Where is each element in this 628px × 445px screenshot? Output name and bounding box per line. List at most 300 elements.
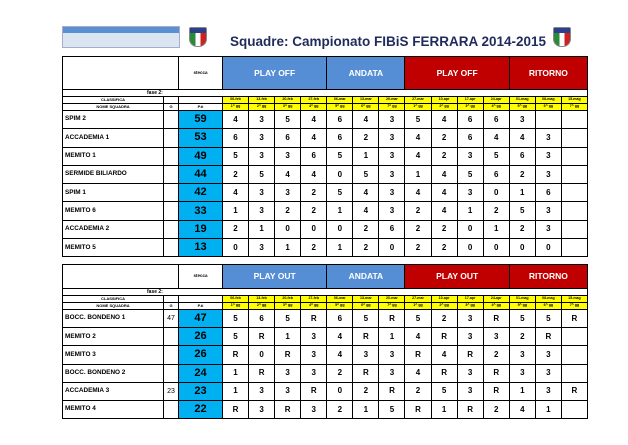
team-name: ACCADEMIA 2: [63, 220, 164, 238]
date-header: 27-mar: [405, 97, 431, 104]
match-result: 4: [483, 129, 509, 147]
match-result: 6: [483, 165, 509, 183]
date-header: 13-feb: [249, 97, 275, 104]
team-name: MEMITO 4: [63, 400, 164, 418]
giornata-header: 7^ gg: [379, 104, 405, 111]
match-result: 0: [275, 220, 301, 238]
match-result: 5: [535, 310, 561, 328]
team-points: 47: [179, 310, 223, 328]
nome-squadra-label: NOME SQUADRA: [63, 303, 164, 310]
match-result: 2: [483, 346, 509, 364]
match-result: [561, 184, 587, 202]
match-result: 3: [535, 364, 561, 382]
match-result: [561, 147, 587, 165]
match-result: 4: [431, 202, 457, 220]
match-result: 3: [275, 382, 301, 400]
match-result: 5: [353, 165, 379, 183]
match-result: 3: [457, 328, 483, 346]
match-result: R: [405, 400, 431, 418]
match-result: 2: [353, 220, 379, 238]
date-header: 13-feb: [249, 296, 275, 303]
match-result: 3: [457, 147, 483, 165]
match-result: 0: [327, 165, 353, 183]
date-header: 06-mar: [327, 296, 353, 303]
blank-cell: [164, 296, 179, 303]
match-result: 3: [509, 111, 535, 129]
team-g: [164, 165, 179, 183]
match-result: 2: [483, 202, 509, 220]
page-title: Squadre: Campionato FIBiS FERRARA 2014-2015: [230, 34, 547, 49]
match-result: [561, 346, 587, 364]
match-result: 4: [301, 129, 327, 147]
giornata-header: 1^ gg: [223, 303, 249, 310]
team-g: [164, 220, 179, 238]
match-result: 1: [431, 400, 457, 418]
stecca-label: stecca: [179, 265, 223, 289]
date-header: 20-mar: [379, 97, 405, 104]
team-row: [63, 202, 588, 220]
match-result: 3: [275, 364, 301, 382]
match-result: R: [301, 310, 327, 328]
match-result: 5: [509, 202, 535, 220]
match-result: 4: [353, 202, 379, 220]
match-result: 4: [509, 129, 535, 147]
match-result: 1: [223, 382, 249, 400]
match-result: 4: [327, 328, 353, 346]
match-result: 3: [535, 382, 561, 400]
match-result: 3: [535, 129, 561, 147]
match-result: 4: [431, 184, 457, 202]
team-points: 23: [179, 382, 223, 400]
match-result: R: [353, 364, 379, 382]
team-row: [63, 111, 588, 129]
match-result: 3: [535, 346, 561, 364]
match-result: 6: [275, 129, 301, 147]
giornata-header: 2^ gg: [249, 104, 275, 111]
match-result: 4: [405, 328, 431, 346]
match-result: 0: [483, 184, 509, 202]
team-name: ACCADEMIA 1: [63, 129, 164, 147]
match-result: R: [249, 328, 275, 346]
match-result: 0: [327, 382, 353, 400]
match-result: 5: [457, 165, 483, 183]
match-result: 6: [223, 129, 249, 147]
date-header: 01-mag: [509, 296, 535, 303]
match-result: 5: [509, 310, 535, 328]
ritorno-label: RITORNO: [509, 265, 587, 289]
match-result: 1: [223, 202, 249, 220]
match-result: 1: [249, 220, 275, 238]
team-row: [63, 147, 588, 165]
match-result: 0: [223, 239, 249, 257]
match-result: 6: [483, 111, 509, 129]
match-result: 6: [457, 129, 483, 147]
date-header: 17-apr: [457, 296, 483, 303]
shield-logo-right: [553, 27, 571, 47]
match-result: 2: [353, 129, 379, 147]
team-g: [164, 129, 179, 147]
match-result: R: [483, 310, 509, 328]
nome-squadra-label: NOME SQUADRA: [63, 104, 164, 111]
match-result: 0: [509, 239, 535, 257]
team-g: [164, 184, 179, 202]
match-result: 2: [405, 202, 431, 220]
match-result: 5: [379, 400, 405, 418]
andata-label: ANDATA: [327, 265, 405, 289]
match-result: 3: [249, 111, 275, 129]
match-result: 3: [301, 328, 327, 346]
match-result: 2: [509, 165, 535, 183]
match-result: 4: [405, 184, 431, 202]
match-result: 3: [535, 147, 561, 165]
team-row: [63, 364, 588, 382]
match-result: 2: [223, 220, 249, 238]
match-result: 2: [431, 239, 457, 257]
date-header: 13-mar: [353, 97, 379, 104]
match-result: R: [379, 382, 405, 400]
match-result: [561, 220, 587, 238]
fase-label: fase 2:: [63, 289, 588, 296]
match-result: 3: [249, 202, 275, 220]
ritorno-label: RITORNO: [509, 57, 587, 90]
match-result: 2: [509, 328, 535, 346]
match-result: [561, 165, 587, 183]
date-header: 06-feb: [223, 97, 249, 104]
match-result: 2: [223, 165, 249, 183]
match-result: R: [223, 346, 249, 364]
match-result: 3: [249, 129, 275, 147]
match-result: 3: [301, 364, 327, 382]
match-result: 2: [327, 400, 353, 418]
date-header: 13-mar: [353, 296, 379, 303]
match-result: R: [457, 400, 483, 418]
match-result: 4: [431, 165, 457, 183]
match-result: [561, 111, 587, 129]
team-points: 33: [179, 202, 223, 220]
team-points: 22: [179, 400, 223, 418]
giornata-header: 6^ gg: [535, 303, 561, 310]
match-result: 3: [379, 364, 405, 382]
match-result: 3: [379, 147, 405, 165]
match-result: 6: [327, 310, 353, 328]
match-result: R: [301, 382, 327, 400]
giornata-header: 2^ gg: [431, 303, 457, 310]
team-row: [63, 346, 588, 364]
match-result: 0: [483, 239, 509, 257]
phase-right-label: PLAY OUT: [405, 265, 509, 289]
match-result: R: [561, 382, 587, 400]
match-result: 3: [379, 346, 405, 364]
giornata-header: 4^ gg: [483, 104, 509, 111]
match-result: 3: [379, 129, 405, 147]
team-points: 53: [179, 129, 223, 147]
match-result: R: [353, 328, 379, 346]
team-points: 13: [179, 239, 223, 257]
team-g: [164, 239, 179, 257]
match-result: 3: [301, 346, 327, 364]
date-header: 27-feb: [301, 97, 327, 104]
match-result: 6: [327, 111, 353, 129]
match-result: 4: [405, 364, 431, 382]
giornata-header: 4^ gg: [301, 104, 327, 111]
match-result: 1: [379, 328, 405, 346]
giornata-header: 1^ gg: [223, 104, 249, 111]
match-result: [561, 129, 587, 147]
match-result: 0: [327, 220, 353, 238]
match-result: 5: [223, 310, 249, 328]
team-g: [164, 328, 179, 346]
match-result: 1: [275, 239, 301, 257]
match-result: R: [535, 328, 561, 346]
match-result: 4: [431, 111, 457, 129]
match-result: 4: [327, 346, 353, 364]
match-result: 3: [249, 184, 275, 202]
stecca-label: stecca: [179, 57, 223, 90]
date-header: 20-feb: [275, 97, 301, 104]
giornata-header: 2^ gg: [249, 303, 275, 310]
giornata-header: 5^ gg: [327, 303, 353, 310]
g-label: G: [164, 104, 179, 111]
giornata-header: 3^ gg: [275, 104, 301, 111]
match-result: R: [275, 346, 301, 364]
match-result: 0: [379, 239, 405, 257]
giornata-header: 3^ gg: [457, 303, 483, 310]
blank-cell: [179, 296, 223, 303]
team-name: SPIM 1: [63, 184, 164, 202]
match-result: 2: [431, 147, 457, 165]
team-row: [63, 184, 588, 202]
match-result: 5: [275, 310, 301, 328]
date-header: 20-feb: [275, 296, 301, 303]
date-header: 08-mag: [535, 296, 561, 303]
banner-blank: [63, 57, 179, 90]
giornata-header: 2^ gg: [431, 104, 457, 111]
match-result: 5: [249, 165, 275, 183]
date-header: 15-mag: [561, 97, 587, 104]
match-result: 5: [405, 111, 431, 129]
giornata-header: 4^ gg: [483, 303, 509, 310]
match-result: 2: [327, 364, 353, 382]
team-points: 49: [179, 147, 223, 165]
date-header: 20-mar: [379, 296, 405, 303]
date-header: 15-mag: [561, 296, 587, 303]
match-result: 6: [249, 310, 275, 328]
giornata-header: 1^ gg: [405, 104, 431, 111]
match-result: 4: [431, 346, 457, 364]
match-result: [561, 239, 587, 257]
match-result: 2: [509, 220, 535, 238]
match-result: 3: [535, 220, 561, 238]
team-g: [164, 147, 179, 165]
match-result: R: [249, 364, 275, 382]
team-points: 24: [179, 364, 223, 382]
team-points: 26: [179, 346, 223, 364]
match-result: 2: [431, 310, 457, 328]
match-result: 3: [275, 184, 301, 202]
g-label: G: [164, 303, 179, 310]
match-result: [561, 328, 587, 346]
match-result: 2: [405, 239, 431, 257]
giornata-header: 6^ gg: [353, 303, 379, 310]
match-result: 2: [353, 382, 379, 400]
match-result: 4: [301, 165, 327, 183]
blank-cell: [164, 97, 179, 104]
date-header: 10-apr: [431, 97, 457, 104]
giornata-header: 5^ gg: [509, 303, 535, 310]
team-row: [63, 220, 588, 238]
giornata-header: 1^ gg: [405, 303, 431, 310]
date-header: 06-feb: [223, 296, 249, 303]
date-header: 24-apr: [483, 97, 509, 104]
giornata-header: 3^ gg: [457, 104, 483, 111]
match-result: 3: [457, 364, 483, 382]
match-result: 5: [327, 147, 353, 165]
match-result: 2: [431, 129, 457, 147]
match-result: R: [483, 382, 509, 400]
team-g: [164, 111, 179, 129]
team-name: SERMIDE BILIARDO: [63, 165, 164, 183]
match-result: 2: [301, 184, 327, 202]
giornata-header: 6^ gg: [535, 104, 561, 111]
match-result: 1: [483, 220, 509, 238]
match-result: 1: [457, 202, 483, 220]
date-header: 27-mar: [405, 296, 431, 303]
team-name: MEMITO 6: [63, 202, 164, 220]
team-name: MEMITO 1: [63, 147, 164, 165]
match-result: 5: [405, 310, 431, 328]
match-result: 3: [249, 400, 275, 418]
team-points: 26: [179, 328, 223, 346]
match-result: 1: [405, 165, 431, 183]
match-result: R: [379, 310, 405, 328]
team-name: MEMITO 3: [63, 346, 164, 364]
team-row: [63, 129, 588, 147]
team-g: [164, 400, 179, 418]
giornata-header: 5^ gg: [509, 104, 535, 111]
match-result: 5: [275, 111, 301, 129]
match-result: 1: [327, 202, 353, 220]
match-result: 3: [379, 165, 405, 183]
match-result: 2: [301, 202, 327, 220]
match-result: 4: [223, 111, 249, 129]
match-result: 0: [535, 239, 561, 257]
match-result: 3: [509, 364, 535, 382]
match-result: 3: [483, 328, 509, 346]
match-result: 2: [405, 382, 431, 400]
match-result: 2: [431, 220, 457, 238]
match-result: 0: [457, 239, 483, 257]
federation-logo: [62, 26, 180, 48]
date-header: 17-apr: [457, 97, 483, 104]
team-row: [63, 382, 588, 400]
match-result: 3: [457, 310, 483, 328]
blank-cell: [179, 97, 223, 104]
match-result: 4: [275, 165, 301, 183]
team-g: [164, 202, 179, 220]
match-result: 1: [535, 400, 561, 418]
team-points: 44: [179, 165, 223, 183]
match-result: 3: [457, 382, 483, 400]
team-g: [164, 346, 179, 364]
match-result: 1: [509, 184, 535, 202]
match-result: 3: [509, 346, 535, 364]
match-result: 0: [249, 346, 275, 364]
match-result: 3: [535, 165, 561, 183]
phase-left-label: PLAY OFF: [223, 57, 327, 90]
match-result: 5: [483, 147, 509, 165]
giornata-header: 7^ gg: [379, 303, 405, 310]
match-result: 1: [509, 382, 535, 400]
date-header: 10-apr: [431, 296, 457, 303]
match-result: R: [457, 346, 483, 364]
team-name: SPIM 2: [63, 111, 164, 129]
match-result: 3: [457, 184, 483, 202]
match-result: 6: [509, 147, 535, 165]
match-result: 4: [353, 111, 379, 129]
points-label: P.ti: [179, 303, 223, 310]
date-header: 24-apr: [483, 296, 509, 303]
team-row: [63, 310, 588, 328]
giornata-header: 7^ gg: [561, 303, 587, 310]
match-result: R: [431, 364, 457, 382]
match-result: 0: [301, 220, 327, 238]
match-result: 1: [223, 364, 249, 382]
playout-table: [62, 264, 588, 419]
match-result: 2: [301, 239, 327, 257]
match-result: 3: [353, 346, 379, 364]
match-result: [561, 400, 587, 418]
date-header: 06-mar: [327, 97, 353, 104]
giornata-header: 6^ gg: [353, 104, 379, 111]
match-result: 2: [405, 220, 431, 238]
match-result: 6: [327, 129, 353, 147]
date-header: 08-mag: [535, 97, 561, 104]
match-result: 4: [301, 111, 327, 129]
match-result: 5: [431, 382, 457, 400]
match-result: 1: [275, 328, 301, 346]
match-result: R: [483, 364, 509, 382]
match-result: 5: [223, 328, 249, 346]
team-points: 19: [179, 220, 223, 238]
date-header: 01-mag: [509, 97, 535, 104]
team-name: ACCADEMIA 3: [63, 382, 164, 400]
andata-label: ANDATA: [327, 57, 405, 90]
match-result: 1: [327, 239, 353, 257]
match-result: 2: [353, 239, 379, 257]
match-result: 3: [379, 184, 405, 202]
match-result: 2: [483, 400, 509, 418]
classifica-label: CLASSIFICA: [63, 97, 164, 104]
match-result: 1: [353, 147, 379, 165]
team-name: MEMITO 2: [63, 328, 164, 346]
team-points: 42: [179, 184, 223, 202]
match-result: [561, 202, 587, 220]
match-result: R: [275, 400, 301, 418]
match-result: R: [405, 346, 431, 364]
banner-blank: [63, 265, 179, 289]
match-result: R: [223, 400, 249, 418]
match-result: 4: [353, 184, 379, 202]
match-result: 2: [275, 202, 301, 220]
team-name: BOCC. BONDENO 1: [63, 310, 164, 328]
match-result: 3: [249, 147, 275, 165]
team-row: [63, 400, 588, 418]
team-row: [63, 239, 588, 257]
phase-left-label: PLAY OUT: [223, 265, 327, 289]
points-label: P.ti: [179, 104, 223, 111]
match-result: 6: [535, 184, 561, 202]
match-result: [535, 111, 561, 129]
